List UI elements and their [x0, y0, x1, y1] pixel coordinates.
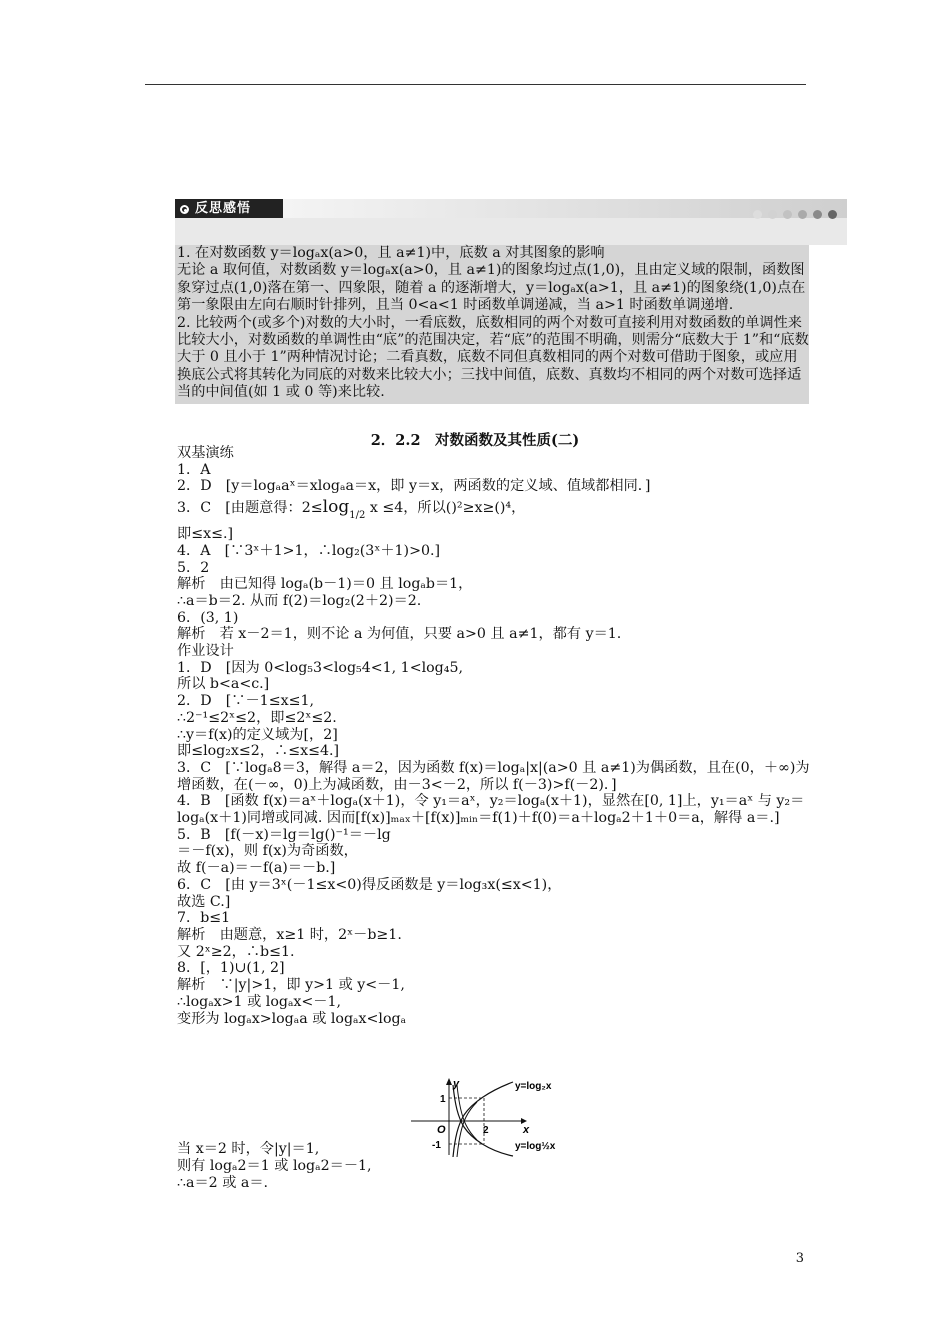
answer-line: 双基演练	[177, 445, 234, 461]
answer-line: 又 2ˣ≥2，∴b≤1.	[177, 943, 295, 960]
answer-line: 故选 C.]	[177, 893, 231, 910]
answer-line: 解析 ∵|y|>1，即 y>1 或 y<－1,	[177, 977, 405, 994]
answer-line: 6．C [由 y＝3ˣ(－1≤x<0)得反函数是 y＝log₃x(≤x<1)，	[177, 876, 562, 893]
answer-line: 2．D [y＝logₐaˣ＝xlogₐa＝x，即 y＝x，两函数的定义域、值域都相同．]	[177, 478, 651, 495]
x-axis-label: x	[523, 1124, 530, 1136]
dots-decoration	[747, 204, 837, 223]
origin-label: O	[437, 1124, 446, 1136]
bullet-icon	[180, 205, 189, 214]
curve-label-loghalf: y=log½x	[515, 1141, 556, 1152]
answer-line: 变形为 logₐx>logₐa 或 logₐx<logₐ	[177, 1010, 407, 1027]
answer-line: 故 f(－a)＝－f(a)＝－b.]	[177, 860, 336, 877]
banner-title: 反思感悟	[195, 201, 252, 216]
answer-line: 6．(3, 1)	[177, 609, 239, 626]
reflection-banner	[175, 199, 847, 245]
answer-line: 所以 b<a<c.]	[177, 676, 270, 693]
reflection-summary	[175, 245, 809, 404]
answer-line: 则有 logₐ2＝1 或 logₐ2＝－1,	[177, 1157, 372, 1174]
answer-line: ∴a＝b＝2. 从而 f(2)＝log₂(2＋2)＝2.	[177, 592, 422, 609]
page-number: 3	[795, 1251, 804, 1266]
answer-line: ∴2⁻¹≤2ˣ≤2，即≤2ˣ≤2.	[177, 709, 337, 726]
answer-line: 解析 由题意，x≥1 时，2ˣ－b≥1.	[177, 926, 402, 943]
tick-label-minus1: -1	[432, 1140, 441, 1151]
answer-line: 作业设计	[177, 643, 234, 660]
summary-paragraph: 无论 a 取何值，对数函数 y＝logₐx(a>0，且 a≠1)的图象均过点(1,0)，且由定义域的限制，函数图象穿过点(1,0)落在第一、四象限，随着 a 的逐渐增大，y＝logₐx(a>1，且 a≠1)的图象绕(1,0)点在第一象限由左向右顺时针排列，且当 0<a<1 时函数单调递减，当 a>1 时函数单调递增.	[177, 262, 806, 314]
top-rule	[145, 84, 806, 85]
answer-line: ∴a＝2 或 a＝.	[177, 1174, 269, 1191]
answer-line: 4．A [∵3ˣ＋1>1，∴log₂(3ˣ＋1)>0.]	[177, 542, 441, 559]
tick-label-2: 2	[483, 1125, 489, 1136]
answer-line: ∴y＝f(x)的定义域为[，2]	[177, 726, 338, 743]
banner-tag	[175, 199, 283, 218]
answer-line: 5．B [f(－x)＝lg＝lg()⁻¹＝－lg	[177, 826, 391, 843]
y-axis-label: y	[453, 1078, 460, 1090]
answer-line: 5．2	[177, 559, 210, 576]
answer-line: 1．D [因为 0<log₅3<log₅4<1, 1<log₄5,	[177, 659, 463, 676]
answer-line: 解析 由已知得 logₐ(b－1)＝0 且 logₐb＝1，	[177, 576, 473, 593]
answer-line: 即≤log₂x≤2，∴≤x≤4.]	[177, 743, 340, 760]
answer-line: 7．b≤1	[177, 910, 231, 927]
section-heading: 2．2.2 对数函数及其性质(二)	[370, 432, 580, 449]
answer-line: ＝－f(x)，则 f(x)为奇函数，	[177, 843, 358, 860]
answer-line: 1．A	[177, 461, 211, 478]
answer-line: 解析 若 x－2＝1，则不论 a 为何值，只要 a>0 且 a≠1，都有 y＝1.	[177, 626, 622, 643]
log-graph-figure	[409, 1077, 569, 1157]
summary-paragraph: 2. 比较两个(或多个)对数的大小时，一看底数，底数相同的两个对数可直接利用对数函数的单调性来比较大小，对数函数的单调性由“底”的范围决定，若“底”的范围不明确，则需分“底数大于 1”和“底数大于 0 且小于 1”两种情况讨论；二看真数，底数不同但真数相同的两个对数可借助于图象，或应用换底公式将其转化为同底的对数来比较大小；三找中间值，底数、真数均不相同的两个对数可选择适当的中间值(如 1 或 0 等)来比较.	[177, 314, 809, 401]
answer-line-log: 3．C [由题意得：2≤log1/2 x ≤4，所以()²≥x≥()⁴，	[177, 497, 526, 522]
answer-line: 当 x＝2 时，令|y|＝1,	[177, 1141, 320, 1158]
banner-strip	[283, 199, 847, 218]
tick-label-1: 1	[440, 1094, 446, 1105]
answer-line: 2．D [∵－1≤x≤1,	[177, 693, 315, 710]
answer-line: ∴logₐx>1 或 logₐx<－1,	[177, 993, 342, 1010]
answer-line: 即≤x≤.]	[177, 526, 234, 543]
answer-line: 3．C [∵logₐ8＝3，解得 a＝2，因为函数 f(x)＝logₐ|x|(a>0 且 a≠1)为偶函数，且在(0，＋∞)为增函数，在(－∞，0)上为减函数，由－3<－2，所以 f(－3)>f(－2)．]	[177, 759, 810, 793]
answer-line: 8．[，1)∪(1, 2]	[177, 960, 285, 977]
answer-line: 4．B [函数 f(x)＝aˣ＋logₐ(x＋1)，令 y₁＝aˣ，y₂＝logₐ(x＋1)，显然在[0, 1]上，y₁＝aˣ 与 y₂＝logₐ(x＋1)同增或同减. 因而[f(x)]ₘₐₓ＋[f(x)]ₘᵢₙ＝f(1)＋f(0)＝a＋logₐ2＋1＋0＝a，解得 a＝.]	[177, 793, 805, 827]
summary-paragraph: 1. 在对数函数 y＝logₐx(a>0，且 a≠1)中，底数 a 对其图象的影响	[177, 245, 605, 261]
curve-label-log2: y=log₂x	[515, 1081, 552, 1092]
